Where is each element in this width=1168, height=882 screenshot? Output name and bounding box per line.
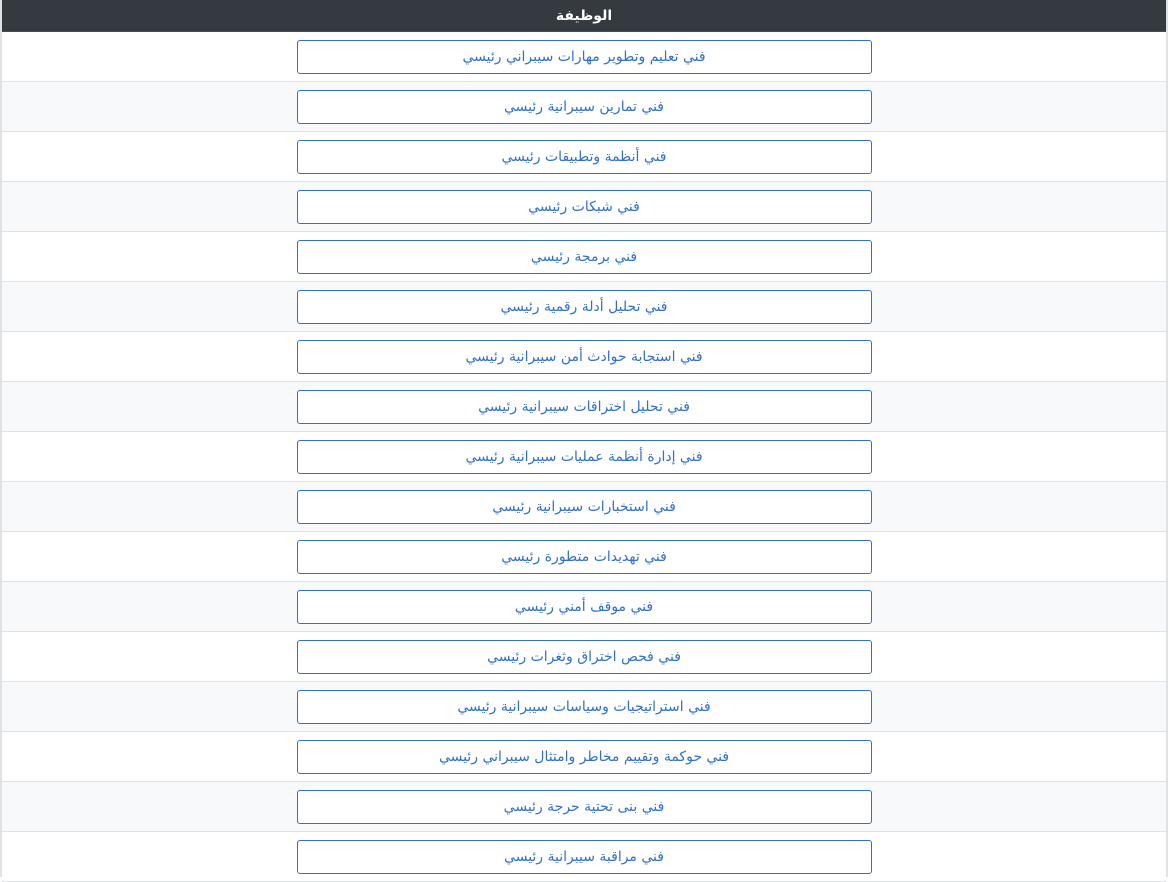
table-row: [2, 232, 1166, 282]
jobs-table: [2, 0, 1166, 882]
table-row: [2, 482, 1166, 532]
job-button-13[interactable]: فني فحص اختراق وثغرات رئيسي: [297, 640, 872, 674]
job-button-9[interactable]: فني إدارة أنظمة عمليات سيبرانية رئيسي: [297, 440, 872, 474]
job-button-11[interactable]: فني تهديدات متطورة رئيسي: [297, 540, 872, 574]
table-row: [2, 582, 1166, 632]
table-row: [2, 632, 1166, 682]
table-row: [2, 82, 1166, 132]
job-button-5[interactable]: فني برمجة رئيسي: [297, 240, 872, 274]
table-row: [2, 32, 1166, 82]
job-button-1[interactable]: فني تعليم وتطوير مهارات سيبراني رئيسي: [297, 40, 872, 74]
column-header-job: الوظيفة: [555, 7, 613, 24]
job-button-3[interactable]: فني أنظمة وتطبيقات رئيسي: [297, 140, 872, 174]
table-row: [2, 332, 1166, 382]
job-button-10[interactable]: فني استخبارات سيبرانية رئيسي: [297, 490, 872, 524]
job-button-2[interactable]: فني تمارين سيبرانية رئيسي: [297, 90, 872, 124]
job-button-7[interactable]: فني استجابة حوادث أمن سيبرانية رئيسي: [297, 340, 872, 374]
job-button-14[interactable]: فني استراتيجيات وسياسات سيبرانية رئيسي: [297, 690, 872, 724]
table-row: [2, 432, 1166, 482]
job-button-12[interactable]: فني موقف أمني رئيسي: [297, 590, 872, 624]
table-row: [2, 532, 1166, 582]
table-row: [2, 832, 1166, 882]
job-button-4[interactable]: فني شبكات رئيسي: [297, 190, 872, 224]
job-button-6[interactable]: فني تحليل أدلة رقمية رئيسي: [297, 290, 872, 324]
table-row: [2, 382, 1166, 432]
table-row: [2, 132, 1166, 182]
job-button-8[interactable]: فني تحليل اختراقات سيبرانية رئيسي: [297, 390, 872, 424]
job-button-17[interactable]: فني مراقبة سيبرانية رئيسي: [297, 840, 872, 874]
table-header: [2, 0, 1166, 32]
table-row: [2, 682, 1166, 732]
table-row: [2, 282, 1166, 332]
table-row: [2, 782, 1166, 832]
table-row: [2, 182, 1166, 232]
job-button-16[interactable]: فني بنى تحتية حرجة رئيسي: [297, 790, 872, 824]
table-row: [2, 732, 1166, 782]
job-button-15[interactable]: فني حوكمة وتقييم مخاطر وامتثال سيبراني رئيسي: [297, 740, 872, 774]
